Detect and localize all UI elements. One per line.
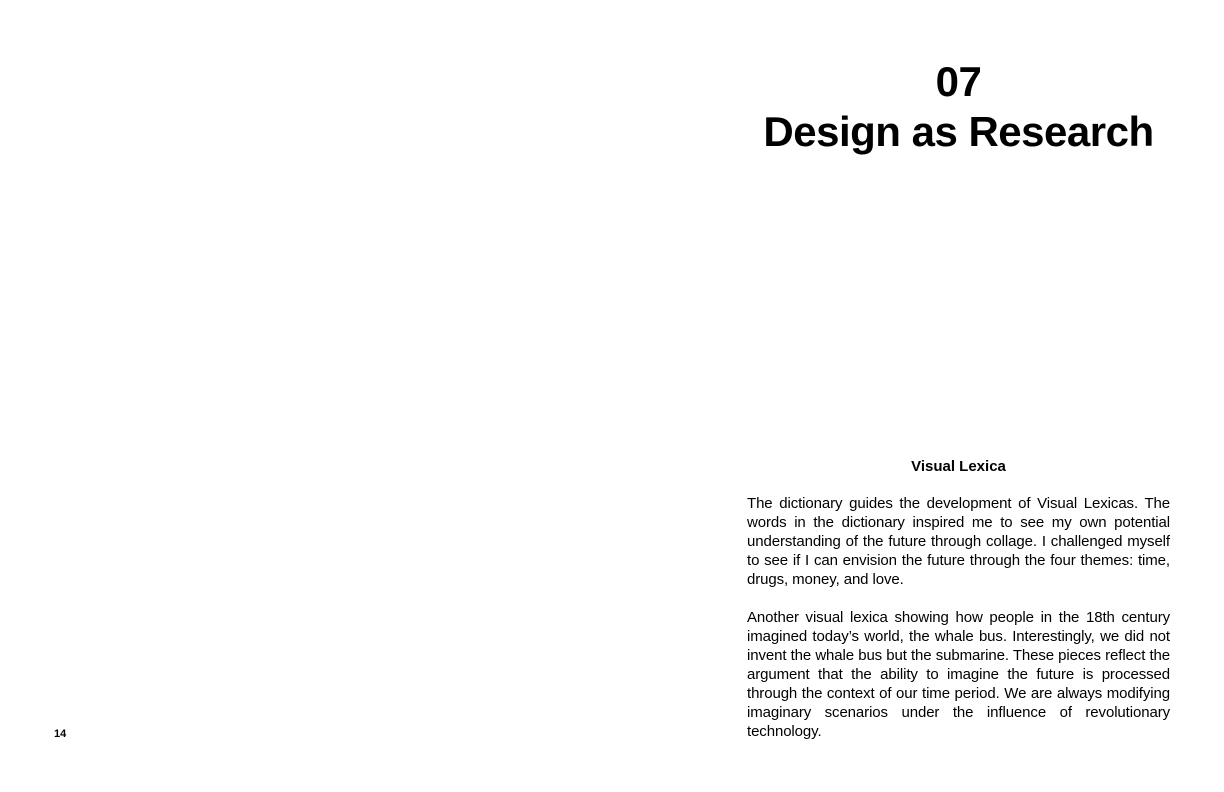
body-paragraph: Another visual lexica showing how people in the 18th century imagined today’s world, the whale bus. Interestingly, we did not invent the whale bus but the submarine. These pieces reflect the argument that the ability to imagine the future is processed through the context of our time period. We are always modifying imaginary scenarios under the influence of revolutionary technology. bbox=[747, 609, 1170, 740]
section-title: Visual Lexica bbox=[911, 458, 1006, 475]
visual-lexica-section bbox=[747, 457, 1170, 741]
chapter-number: 07 bbox=[935, 58, 982, 105]
body-paragraph: The dictionary guides the development of Visual Lexicas. The words in the dictionary inspired me to see my own potential understanding of the future through collage. I challenged myself to see if I can envision the future through the four themes: time, drugs, money, and love. bbox=[747, 495, 1170, 588]
page-number: 14 bbox=[54, 728, 67, 740]
chapter-title: Design as Research bbox=[763, 108, 1154, 155]
right-page bbox=[612, 0, 1224, 792]
chapter-heading bbox=[747, 58, 1170, 158]
